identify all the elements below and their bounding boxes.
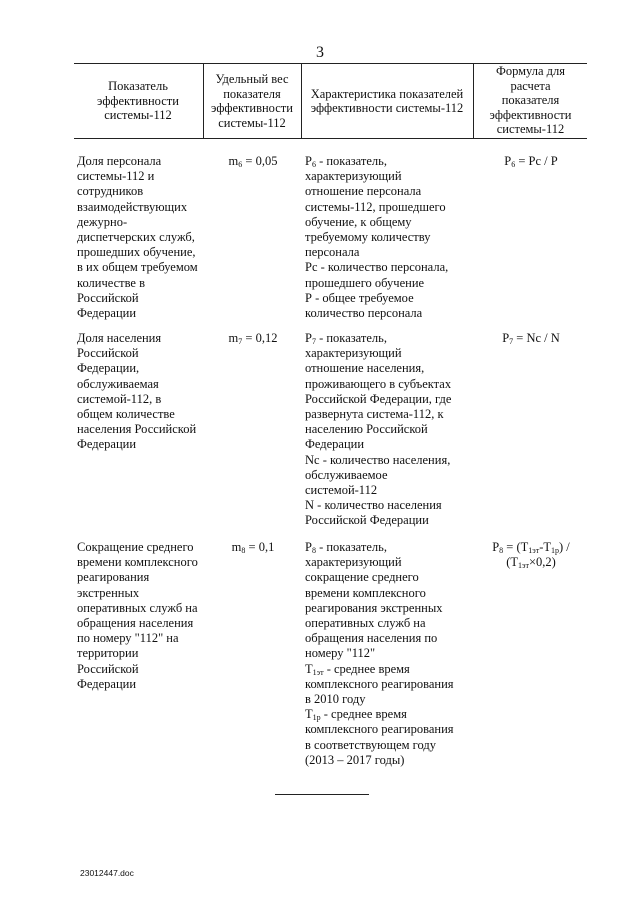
indicator-cell: Доля персонала системы-112 и сотрудников взаимодействующих дежурно- диспетчерских служб, прошедших обучение, в их общем требуемом количестве в Российской Федерации	[77, 154, 198, 321]
page-number: 3	[316, 44, 324, 61]
header-indicator: Показатель эффективности системы-112	[97, 79, 179, 123]
footer-rule	[275, 794, 369, 795]
weight-cell: $m_7 = 0,12$	[228, 331, 278, 346]
characteristic-cell: $Р_8$ - показатель, характеризующий сокращение среднего времени комплексного реагирования экстренных оперативных служб на обращения населения по номеру "112" $Т_{1эт}$ - среднее время комплексного реагирования в 2010 году $Т_{1р}$ - среднее время комплексного реагирования в соответствующем году (2013 – 2017 годы)	[305, 540, 454, 767]
header-rule-bottom	[74, 138, 587, 139]
formula-cell: $Р_6$ = Рс / Р	[504, 154, 558, 169]
document-id: 23012447.doc	[80, 868, 134, 878]
header-weight: Удельный вес показателя эффективности системы-112	[211, 72, 293, 130]
weight-cell: $m_8 = 0,1$	[231, 540, 275, 555]
weight-cell: $m_6 = 0,05$	[228, 154, 278, 169]
formula-cell: $Р_8 = (Т_{1эт}-Т_{1р})$ / $(Т_{1эт}\times 0,2)$	[492, 540, 570, 571]
header-formula: Формула для расчета показателя эффективности системы-112	[489, 64, 572, 137]
indicator-cell: Доля населения Российской Федерации, обслуживаемая системой-112, в общем количестве населения Российской Федерации	[77, 331, 197, 452]
characteristic-cell: $Р_6$ - показатель, характеризующий отношение персонала системы-112, прошедшего обучение, к общему требуемому количеству персонала Рс - количество персонала, прошедшего обучение Р - общее требуемое количество персонала	[305, 154, 449, 321]
formula-cell: $Р_7 = Nc / N$	[502, 331, 560, 346]
characteristic-cell: $Р_7$ - показатель, характеризующий отношение населения, проживающего в субъектах Российской Федерации, где развернута система-112, к населению Российской Федерации Nc - количество населения, обслуживаемое системой-112 N - количество населения Российской Федерации	[305, 331, 452, 528]
indicator-cell: Сокращение среднего времени комплексного реагирования экстренных оперативных служб на обращения населения по номеру "112" на территории Российской Федерации	[77, 540, 198, 691]
header-characteristic: Характеристика показателей эффективности системы-112	[310, 86, 464, 115]
